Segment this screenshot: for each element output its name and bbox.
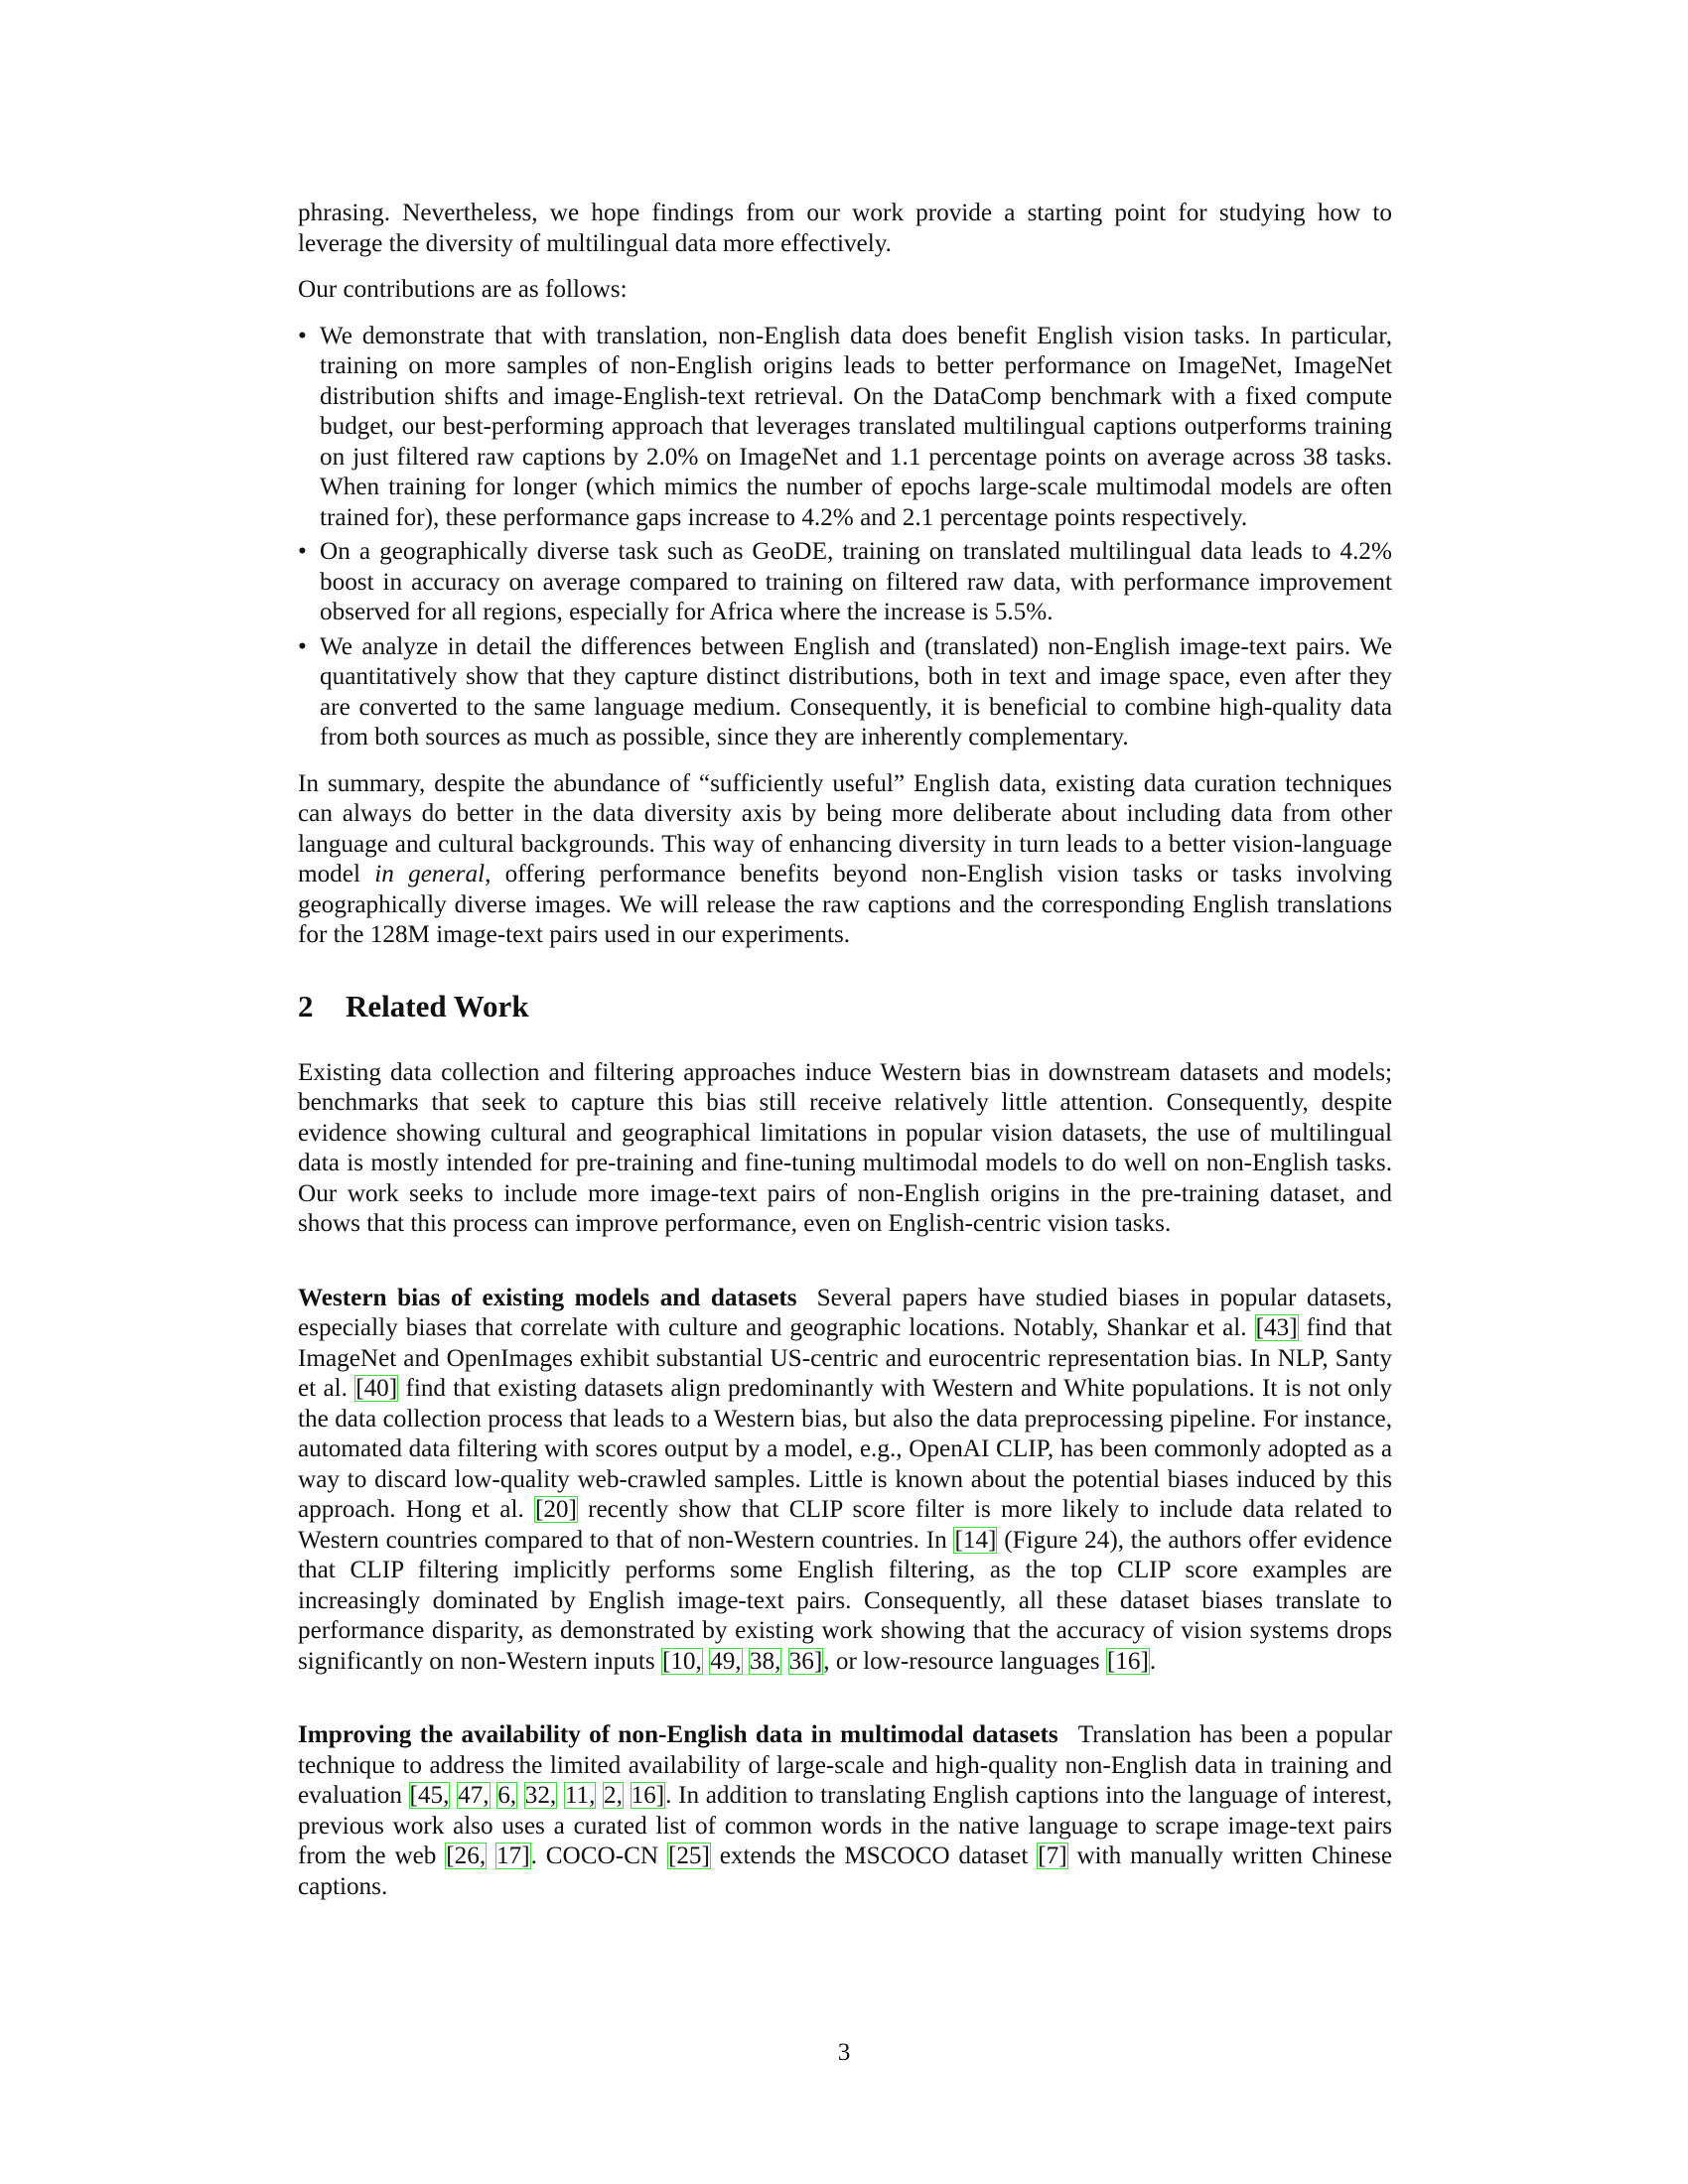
citation-link[interactable]: 32, xyxy=(524,1782,557,1809)
contributions-list xyxy=(298,322,1392,753)
paragraph-text: extends the MSCOCO dataset xyxy=(710,1843,1038,1869)
list-item xyxy=(298,632,1392,753)
paragraph-text: . In addition to translating English captions into the language of interest, previous work also uses a curated list of common words in the native language to scrape image-text pairs from the web xyxy=(298,1782,1393,1869)
summary-paragraph xyxy=(298,769,1392,951)
paragraph-text: , or low-resource languages xyxy=(823,1647,1106,1675)
citation-link[interactable]: [16] xyxy=(1106,1647,1149,1675)
contribution-text: We demonstrate that with translation, non-English data does benefit English vision tasks. In particular, training on more samples of non-English origins leads to better performance on ImageNet, ImageNet distribution shifts and image-English-text retrieval. On the DataComp benchmark with a fixed compute budget, our best-performing approach that leverages translated multilingual captions outperforms training on just filtered raw captions by 2.0% on ImageNet and 1.1 percentage points on average across 38 tasks. When training for longer (which mimics the number of epochs large-scale multimodal models are often trained for), these performance gaps increase to 4.2% and 2.1 percentage points respectively. xyxy=(320,322,1392,531)
citation-link[interactable]: [25] xyxy=(667,1843,710,1869)
text-column xyxy=(298,199,1392,1946)
citation-link[interactable]: [20] xyxy=(534,1496,577,1523)
western-bias-paragraph xyxy=(298,1284,1392,1678)
paragraph-text: (Figure 24), the authors offer evidence that CLIP filtering implicitly performs some English filtering, as the top CLIP score examples are increasingly dominated by English image-text pairs. Consequently, all these dataset biases translate to performance disparity, as demonstrated by existing work showing that the accuracy of vision systems drops significantly on non-Western inputs xyxy=(298,1526,1393,1675)
citation-link[interactable]: 11, xyxy=(564,1782,596,1809)
section-number: 2 xyxy=(298,988,314,1024)
page-number: 3 xyxy=(837,2039,851,2066)
summary-text: , offering performance benefits beyond non-English vision tasks or tasks involving geographically diverse images. We will release the raw captions and the corresponding English translations for the 128M image-text pairs used in our experiments. xyxy=(298,861,1392,948)
related-work-intro: Existing data collection and filtering approaches induce Western bias in downstream datasets and models; benchmarks that seek to capture this bias still receive relatively little attention. Consequently, despite evidence showing cultural and geographical limitations in popular vision datasets, the use of multilingual data is mostly intended for pre-training and fine-tuning multimodal models to do well on non-English tasks. Our work seeks to include more image-text pairs of non-English origins in the pre-training dataset, and shows that this process can improve performance, even on English-centric vision tasks. xyxy=(298,1058,1392,1237)
paragraph-text: . COCO-CN xyxy=(530,1843,667,1869)
paragraph-text: recently show that CLIP score filter is more likely to include data related to Western countries compared to that of non-Western countries. In xyxy=(298,1496,1392,1554)
list-item xyxy=(298,322,1392,534)
citation-link[interactable]: 36] xyxy=(788,1647,823,1675)
citation-link[interactable]: 6, xyxy=(497,1782,517,1809)
citation-link[interactable]: [14] xyxy=(954,1526,997,1554)
paragraph-text: Several papers have studied biases in popular datasets, especially biases that correlate with culture and geographic locations. Notably, Shankar et al. xyxy=(298,1284,1392,1341)
bullet-icon: • xyxy=(298,632,307,660)
citation-link[interactable]: 2, xyxy=(604,1782,623,1809)
paragraph-heading: Western bias of existing models and datasets xyxy=(298,1284,797,1311)
availability-paragraph xyxy=(298,1720,1392,1902)
contribution-text: We analyze in detail the differences between English and (translated) non-English image-text pairs. We quantitatively show that they capture distinct distributions, both in text and image space, even after they are converted to the same language medium. Consequently, it is beneficial to combine high-quality data from both sources as much as possible, since they are inherently complementary. xyxy=(320,632,1392,751)
contribution-text: On a geographically diverse task such as GeoDE, training on translated multilingual data leads to 4.2% boost in accuracy on average compared to training on filtered raw data, with performance improvement observed for all regions, especially for Africa where the increase is 5.5%. xyxy=(320,538,1392,625)
paragraph-text: with manually written Chinese captions. xyxy=(298,1843,1393,1900)
paragraph-text: . xyxy=(1149,1647,1157,1675)
citation-link[interactable]: 47, xyxy=(458,1782,490,1809)
section-heading xyxy=(298,989,1392,1024)
citation-link[interactable]: [26, xyxy=(446,1843,487,1869)
section-title: Related Work xyxy=(346,988,529,1024)
intro-paragraph: phrasing. Nevertheless, we hope findings from our work provide a starting point for studying how to leverage the diversity of multilingual data more effectively. xyxy=(298,200,1392,257)
citation-link[interactable]: 38, xyxy=(749,1647,781,1675)
bullet-icon: • xyxy=(298,322,307,349)
summary-text: In summary, despite the abundance of “sufficiently useful” English data, existing data curation techniques can always do better in the data diversity axis by being more deliberate about including data from other language and cultural backgrounds. This way of enhancing diversity in turn leads to a better vision-language model xyxy=(298,769,1392,887)
citation-link[interactable]: [45, xyxy=(409,1782,450,1809)
contributions-lead: Our contributions are as follows: xyxy=(298,276,628,303)
paragraph-text: Translation has been a popular technique to address the limited availability of large-scale and high-quality non-English data in training and evaluation xyxy=(298,1721,1392,1809)
bullet-icon: • xyxy=(298,538,307,565)
citation-link[interactable]: 16] xyxy=(631,1782,665,1809)
citation-link[interactable]: [7] xyxy=(1038,1843,1067,1869)
paragraph-text: find that existing datasets align predominantly with Western and White populations. It is not only the data collection process that leads to a Western bias, but also the data preprocessing pipeline. For instance, automated data filtering with scores output by a model, e.g., OpenAI CLIP, has been commonly adopted as a way to discard low-quality web-crawled samples. Little is known about the potential biases induced by this approach. Hong et al. xyxy=(298,1375,1392,1523)
summary-emphasis: in general xyxy=(374,861,486,887)
citation-link[interactable]: 17] xyxy=(496,1843,530,1869)
list-item xyxy=(298,537,1392,628)
citation-link[interactable]: 49, xyxy=(710,1647,742,1675)
paragraph-text: find that ImageNet and OpenImages exhibit substantial US-centric and eurocentric representation bias. In NLP, Santy et al. xyxy=(298,1314,1393,1402)
citation-link[interactable]: [40] xyxy=(355,1375,398,1402)
citation-link[interactable]: [10, xyxy=(661,1647,702,1675)
citation-link[interactable]: [43] xyxy=(1255,1314,1298,1341)
paragraph-heading: Improving the availability of non-English data in multimodal datasets xyxy=(298,1721,1058,1748)
